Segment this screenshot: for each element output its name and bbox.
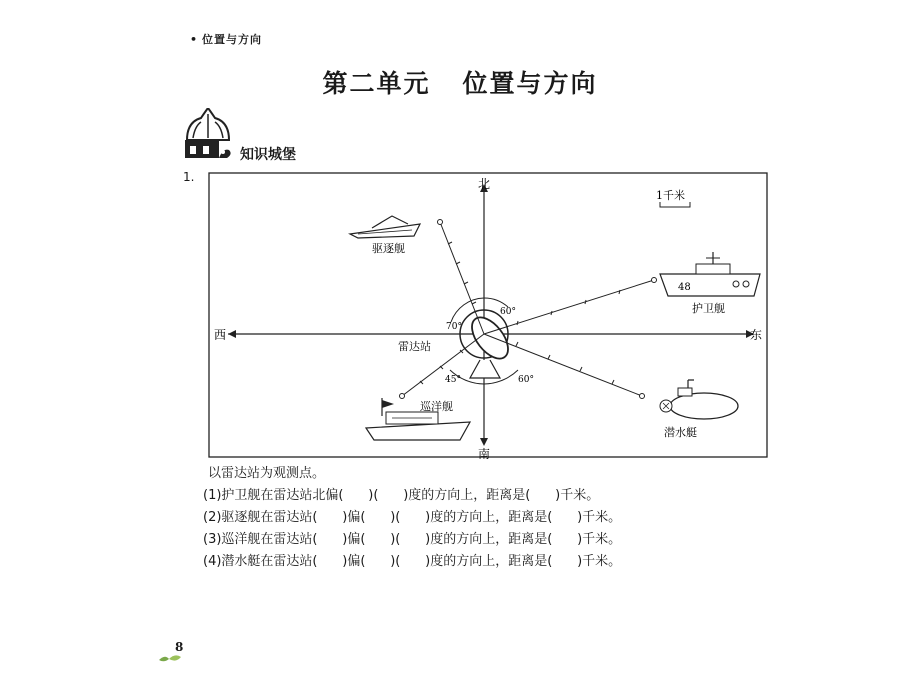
radar-station-label: 雷达站 — [398, 340, 431, 353]
compass-diagram — [208, 172, 768, 462]
running-title: 位置与方向 — [202, 33, 263, 46]
angle-sw-label: 45° — [445, 375, 461, 385]
leaf-icon — [157, 652, 183, 664]
destroyer-label: 驱逐舰 — [372, 242, 405, 255]
page-title — [0, 64, 920, 100]
castle-icon — [183, 108, 233, 163]
question-intro: 以雷达站为观测点。 — [208, 466, 326, 481]
page-number: 8 — [175, 640, 184, 654]
question-item-3: (3)巡洋舰在雷达站( )偏( )( )度的方向上，距离是( )千米。 — [203, 532, 622, 547]
frigate-hull-number: 48 — [678, 282, 691, 293]
running-header — [190, 31, 262, 47]
angle-nw-label: 70° — [446, 322, 462, 332]
frigate-label: 护卫舰 — [692, 302, 725, 315]
submarine-label: 潜水艇 — [664, 426, 697, 439]
bullet-icon: • — [190, 33, 199, 46]
question-number: 1. — [183, 170, 195, 184]
west-label: 西 — [214, 328, 227, 342]
east-label: 东 — [750, 328, 763, 342]
angle-se-label: 60° — [518, 375, 534, 385]
question-item-1: (1)护卫舰在雷达站北偏( )( )度的方向上，距离是( )千米。 — [203, 488, 600, 503]
unit-name: 第二单元 — [322, 69, 431, 98]
south-label: 南 — [478, 447, 491, 461]
scale-label: 1千米 — [656, 189, 685, 202]
question-item-4: (4)潜水艇在雷达站( )偏( )( )度的方向上，距离是( )千米。 — [203, 554, 622, 569]
north-label: 北 — [478, 177, 491, 191]
cruiser-label: 巡洋舰 — [420, 400, 453, 413]
question-item-2: (2)驱逐舰在雷达站( )偏( )( )度的方向上，距离是( )千米。 — [203, 510, 622, 525]
section-label: 知识城堡 — [240, 147, 296, 163]
angle-ne-label: 60° — [500, 307, 516, 317]
unit-topic: 位置与方向 — [462, 69, 598, 98]
